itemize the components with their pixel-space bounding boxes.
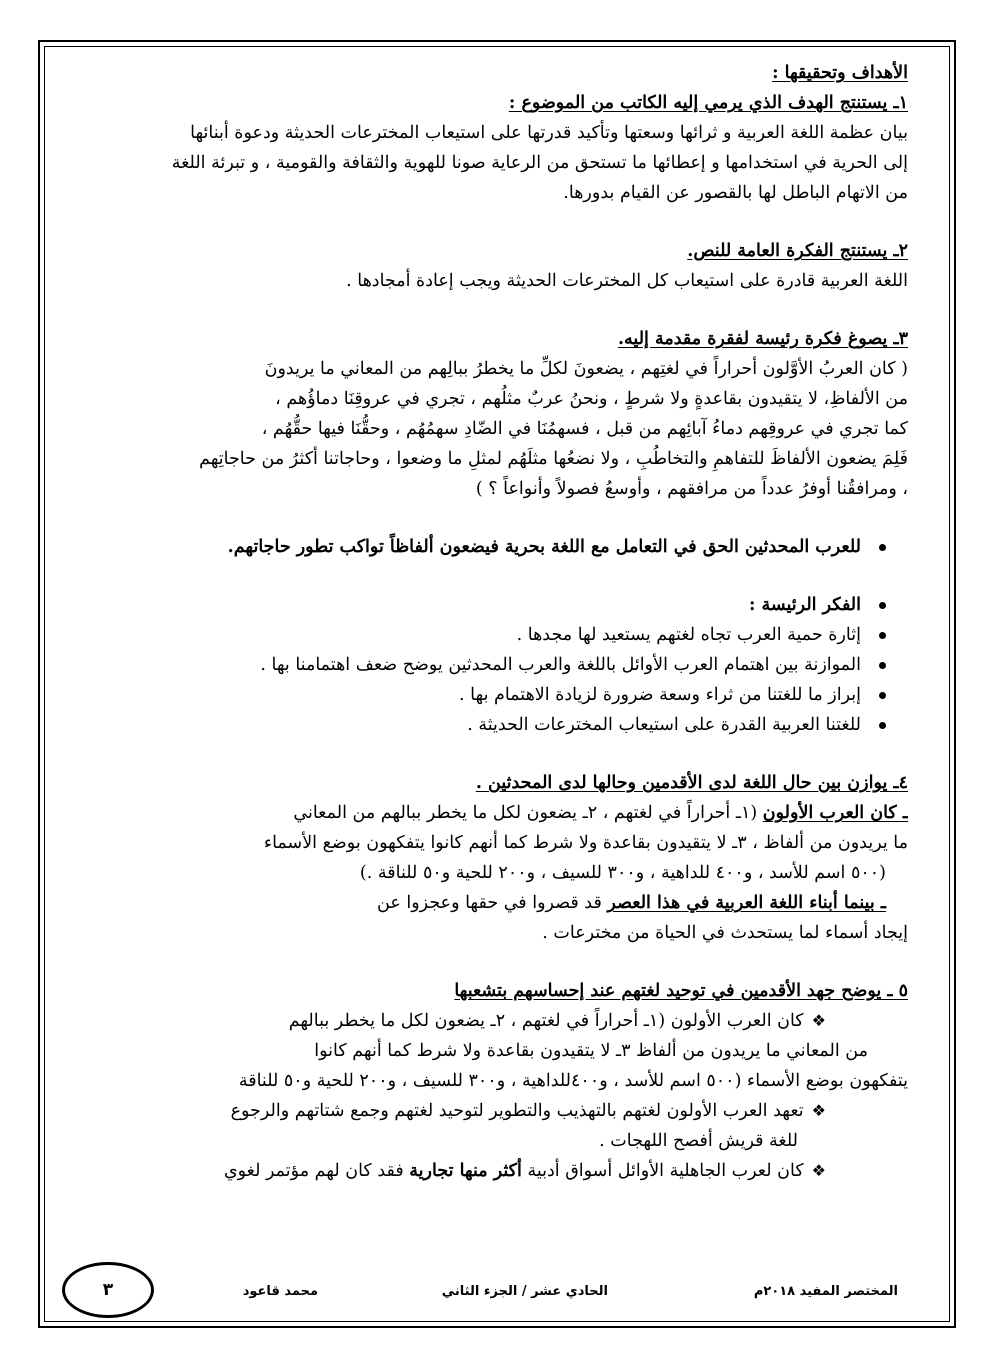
section-5-line: من المعاني ما يريدون من ألفاظ ٣ـ لا يتقيدون بقاعدة ولا شرط كما أنهم كانوا bbox=[314, 1041, 868, 1061]
section-4-title: ٤ـ يوازن بين حال اللغة لدى الأقدمين وحالها لدى المحدثين . bbox=[475, 773, 908, 793]
page-heading: الأهداف وتحقيقها : bbox=[772, 63, 908, 83]
section-1-title: ١ـ يستنتج الهدف الذي يرمي إليه الكاتب من الموضوع : bbox=[508, 93, 908, 113]
section-3-title: ٣ـ يصوغ فكرة رئيسة لفقرة مقدمة إليه. bbox=[617, 329, 908, 349]
bullet-icon bbox=[879, 544, 886, 551]
moderns-label: ـ بينما أبناء اللغة العربية في هذا العصر bbox=[607, 893, 886, 913]
section-2-title: ٢ـ يستنتج الفكرة العامة للنص. bbox=[687, 241, 908, 261]
main-idea-item: للغتنا العربية القدرة على استيعاب المخترعات الحديثة . bbox=[48, 710, 908, 740]
bullet-icon bbox=[879, 722, 886, 729]
section-5-item: ❖كان لعرب الجاهلية الأوائل أسواق أدبية أكثر منها تجارية فقد كان لهم مؤتمر لغوي bbox=[223, 1161, 826, 1181]
page-footer bbox=[48, 1270, 908, 1310]
section-5-line: يتفكهون بوضع الأسماء (٥٠٠ اسم للأسد ، و٤٠٠للداهية ، و٣٠٠ للسيف ، و٢٠٠ للحية و٥٠ للناقة bbox=[238, 1071, 908, 1091]
footer-author: محمد قاعود bbox=[242, 1284, 318, 1299]
section-4-line: ما يريدون من ألفاظ ، ٣ـ لا يتقيدون بقاعدة ولا شرط كما أنهم كانوا يتفكهون بوضع الأسماء bbox=[263, 833, 908, 853]
section-3-answer: للعرب المحدثين الحق في التعامل مع اللغة بحرية فيضعون ألفاظاً تواكب تطور حاجاتهم. bbox=[48, 532, 908, 562]
section-4-line: (٥٠٠ اسم للأسد ، و٤٠٠ للداهية ، و٣٠٠ للسيف ، و٢٠٠ للحية و٥٠ للناقة .) bbox=[359, 863, 886, 883]
quoted-paragraph-line: ، ومرافقُنا أوفرُ عدداً من مرافقهم ، وأوسعُ فصولاً وأنواعاً ؟ ) bbox=[475, 479, 908, 499]
section-5-item: ❖كان العرب الأولون (١ـ أحراراً في لغتهم ، ٢ـ يضعون لكل ما يخطر ببالهم bbox=[288, 1011, 826, 1031]
main-ideas-title: الفكر الرئيسة : bbox=[48, 590, 908, 620]
quoted-paragraph-line: فَلِمَ يضعون الألفاظَ للتفاهمِ والتخاطُبِ ، ولا نضعُها مثلَهُم لمثلِ ما وضعوا ، وحاجاتنا أكثرُ من حاجاتِهم bbox=[199, 449, 908, 469]
bullet-icon bbox=[879, 692, 886, 699]
page-number: ٣ bbox=[62, 1262, 154, 1318]
main-idea-item: إبراز ما للغتنا من ثراء وسعة ضرورة لزيادة الاهتمام بها . bbox=[48, 680, 908, 710]
section-5-title: ٥ ـ يوضح جهد الأقدمين في توحيد لغتهم عند إحساسهم بتشعبها bbox=[454, 981, 908, 1001]
section-4-line: ـ بينما أبناء اللغة العربية في هذا العصر قد قصروا في حقها وعجزوا عن bbox=[377, 893, 886, 913]
page-content bbox=[48, 58, 908, 1186]
section-1-line: من الاتهام الباطل لها بالقصور عن القيام بدورها. bbox=[563, 183, 908, 203]
section-4-line: إيجاد أسماء لما يستحدث في الحياة من مخترعات . bbox=[542, 923, 908, 943]
quoted-paragraph-line: ( كان العربُ الأوَّلون أحراراً في لغتِهم ، يضعونَ لكلِّ ما يخطرُ ببالِهم من المعاني ما يريدونَ bbox=[264, 359, 908, 379]
section-4-line: ـ كان العرب الأولون (١ـ أحراراً في لغتهم ، ٢ـ يضعون لكل ما يخطر ببالهم من المعاني bbox=[293, 803, 908, 823]
section-1-line: إلى الحرية في استخدامها و إعطائها ما تستحق من الرعاية صونا للهوية والثقافة والقومية ، و تبرئة اللغة bbox=[171, 153, 908, 173]
footer-grade: الحادي عشر / الجزء الثاني bbox=[441, 1284, 608, 1299]
footer-book-title: المختصر المفيد ٢٠١٨م bbox=[753, 1284, 898, 1299]
quoted-paragraph-line: كما تجري في عروقِهم دماءُ آبائِهم من قبل ، فسهمُنَا في الضّادِ سهمُهُم ، وحقُّنَا فيها حقُّهُم ، bbox=[261, 419, 908, 439]
bullet-icon bbox=[879, 662, 886, 669]
section-5-line: للغة قريش أفصح اللهجات . bbox=[599, 1131, 798, 1151]
diamond-bullet-icon: ❖ bbox=[811, 1161, 826, 1180]
ancients-label: ـ كان العرب الأولون bbox=[762, 803, 908, 823]
bullet-icon bbox=[879, 632, 886, 639]
diamond-bullet-icon: ❖ bbox=[811, 1011, 826, 1030]
main-idea-item: إثارة حمية العرب تجاه لغتهم يستعيد لها مجدها . bbox=[48, 620, 908, 650]
section-2-text: اللغة العربية قادرة على استيعاب كل المخترعات الحديثة ويجب إعادة أمجادها . bbox=[346, 271, 908, 291]
section-5-item: ❖تعهد العرب الأولون لغتهم بالتهذيب والتطوير لتوحيد لغتهم وجمع شتاتهم والرجوع bbox=[230, 1101, 826, 1121]
quoted-paragraph-line: من الألفاظِ، لا يتقيدون بقاعدةٍ ولا شرطٍ ، ونحنُ عربٌ مثلُهم ، تجري في عروقِنَا دماؤُهم ، bbox=[275, 389, 908, 409]
diamond-bullet-icon: ❖ bbox=[811, 1101, 826, 1120]
section-1-line: بيان عظمة اللغة العربية و ثرائها وسعتها وتأكيد قدرتها على استيعاب المخترعات الحديثة ودعوة أبنائها bbox=[190, 123, 908, 143]
main-idea-item: الموازنة بين اهتمام العرب الأوائل باللغة والعرب المحدثين يوضح ضعف اهتمامنا بها . bbox=[48, 650, 908, 680]
bullet-icon bbox=[879, 602, 886, 609]
